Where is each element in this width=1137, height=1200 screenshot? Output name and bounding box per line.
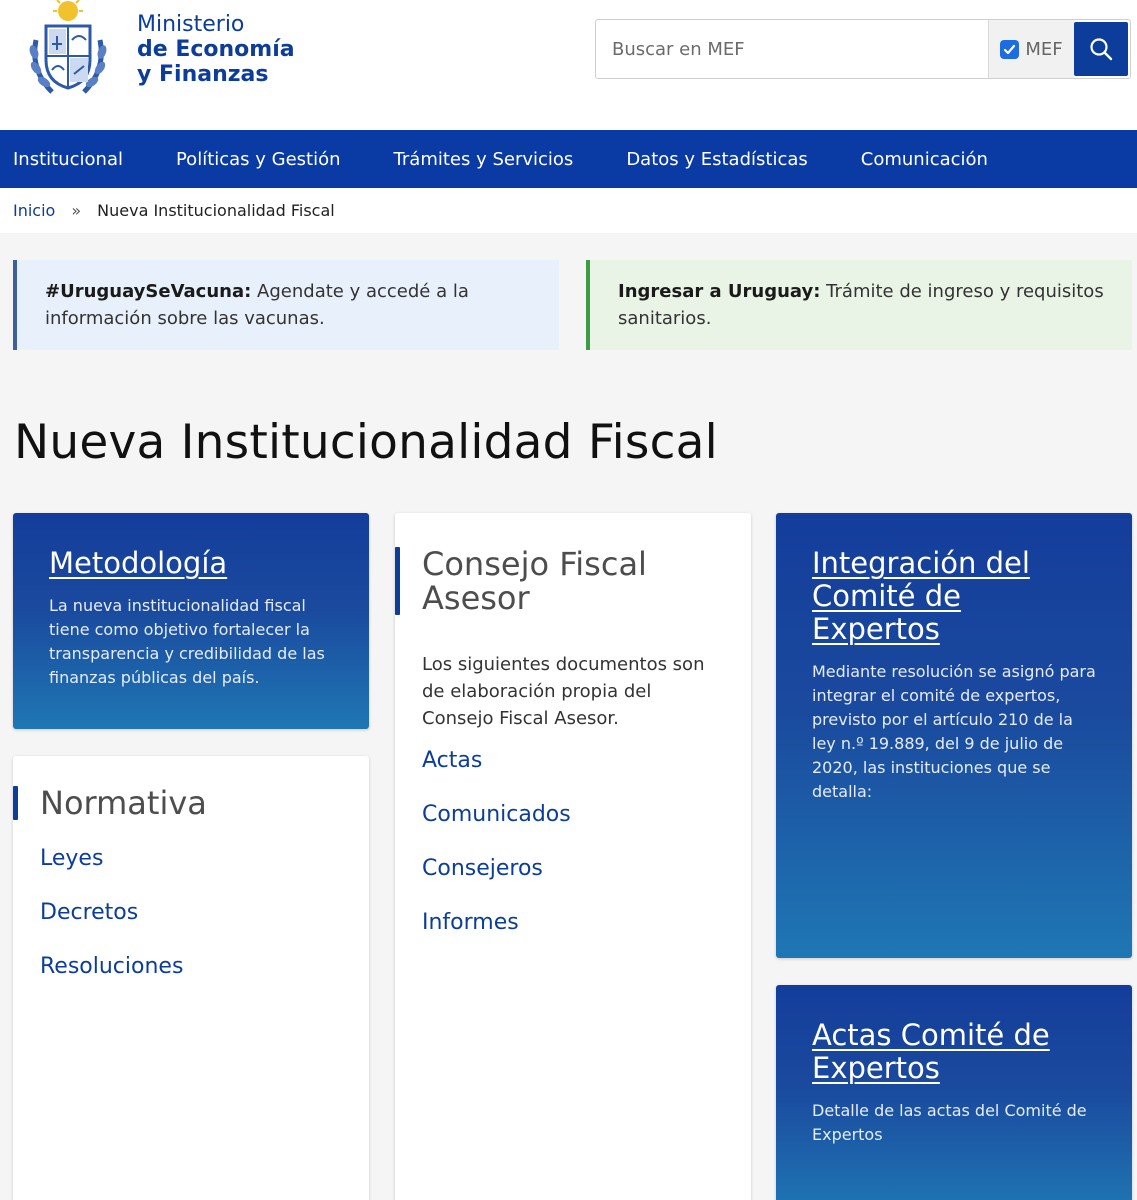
search-button[interactable] bbox=[1074, 22, 1128, 76]
nav-item-tramites-servicios[interactable]: Trámites y Servicios bbox=[393, 148, 574, 170]
card-consejo-title: Consejo Fiscal Asesor bbox=[395, 547, 655, 615]
alert-vaccine[interactable] bbox=[13, 260, 559, 350]
link-leyes[interactable]: Leyes bbox=[40, 846, 104, 871]
nav-item-politicas-gestion[interactable]: Políticas y Gestión bbox=[175, 148, 341, 170]
card-metodologia-text: La nueva institucionalidad fiscal tiene como objetivo fortalecer la transparencia y credibilidad de las finanzas públicas del país. bbox=[49, 596, 325, 687]
card-normativa-title: Normativa bbox=[13, 786, 369, 820]
breadcrumb-separator: » bbox=[71, 201, 82, 220]
normativa-link-list bbox=[13, 846, 369, 1008]
search-scope-label: MEF bbox=[1025, 38, 1063, 60]
search-input[interactable] bbox=[596, 20, 988, 78]
brand-line-1: Ministerio bbox=[137, 12, 245, 37]
consejo-link-list bbox=[395, 748, 751, 964]
card-integracion-text: Mediante resolución se asignó para integrar el comité de expertos, previsto por el artículo 210 de la ley n.º 19.889, del 9 de julio de 2020, las instituciones que se detalla: bbox=[812, 662, 1096, 801]
breadcrumb-current: Nueva Institucionalidad Fiscal bbox=[97, 201, 335, 220]
breadcrumb-home-link[interactable]: Inicio bbox=[13, 201, 56, 220]
card-integracion-title[interactable]: Integración del Comité de Expertos bbox=[812, 546, 1030, 646]
alert-vaccine-text: Agendate y accedé a la información sobre las vacunas. bbox=[45, 281, 469, 329]
link-comunicados[interactable]: Comunicados bbox=[422, 802, 571, 827]
link-decretos[interactable]: Decretos bbox=[40, 900, 139, 925]
nav-item-institucional[interactable]: Institucional bbox=[13, 148, 123, 170]
card-metodologia[interactable] bbox=[13, 513, 369, 729]
search-icon bbox=[1089, 37, 1113, 61]
card-integracion-comite[interactable] bbox=[776, 513, 1132, 958]
search-scope-checkbox[interactable] bbox=[1000, 40, 1019, 59]
nav-item-datos-estadisticas[interactable]: Datos y Estadísticas bbox=[626, 148, 808, 170]
card-metodologia-title[interactable]: Metodología bbox=[49, 546, 228, 580]
card-consejo-fiscal bbox=[395, 513, 751, 1200]
link-informes[interactable]: Informes bbox=[422, 910, 519, 935]
site-header bbox=[0, 0, 1137, 130]
card-actas-comite[interactable] bbox=[776, 985, 1132, 1200]
breadcrumb bbox=[0, 188, 1137, 233]
main-nav bbox=[0, 130, 1137, 188]
page-title: Nueva Institucionalidad Fiscal bbox=[14, 415, 718, 470]
ministry-name[interactable] bbox=[137, 12, 295, 87]
link-consejeros[interactable]: Consejeros bbox=[422, 856, 543, 881]
alert-entry-uruguay[interactable] bbox=[586, 260, 1132, 350]
link-actas[interactable]: Actas bbox=[422, 748, 483, 773]
check-icon bbox=[1003, 43, 1016, 56]
link-resoluciones[interactable]: Resoluciones bbox=[40, 954, 184, 979]
coat-of-arms-logo[interactable] bbox=[22, 0, 114, 100]
brand-line-2: de Economía bbox=[137, 37, 295, 62]
card-consejo-text: Los siguientes documentos son de elaboración propia del Consejo Fiscal Asesor. bbox=[422, 654, 705, 729]
nav-item-comunicacion[interactable]: Comunicación bbox=[860, 148, 988, 170]
alert-vaccine-title: #UruguaySeVacuna: bbox=[45, 281, 252, 302]
brand-line-3: y Finanzas bbox=[137, 62, 269, 87]
search-scope-toggle[interactable] bbox=[988, 20, 1074, 78]
alert-entry-text: Trámite de ingreso y requisitos sanitarios. bbox=[618, 281, 1104, 329]
alert-entry-title: Ingresar a Uruguay: bbox=[618, 281, 821, 302]
card-actas-comite-text: Detalle de las actas del Comité de Expertos bbox=[812, 1101, 1087, 1144]
card-actas-comite-title[interactable]: Actas Comité de Expertos bbox=[812, 1018, 1050, 1085]
search-bar bbox=[595, 19, 1131, 79]
card-normativa bbox=[13, 756, 369, 1200]
